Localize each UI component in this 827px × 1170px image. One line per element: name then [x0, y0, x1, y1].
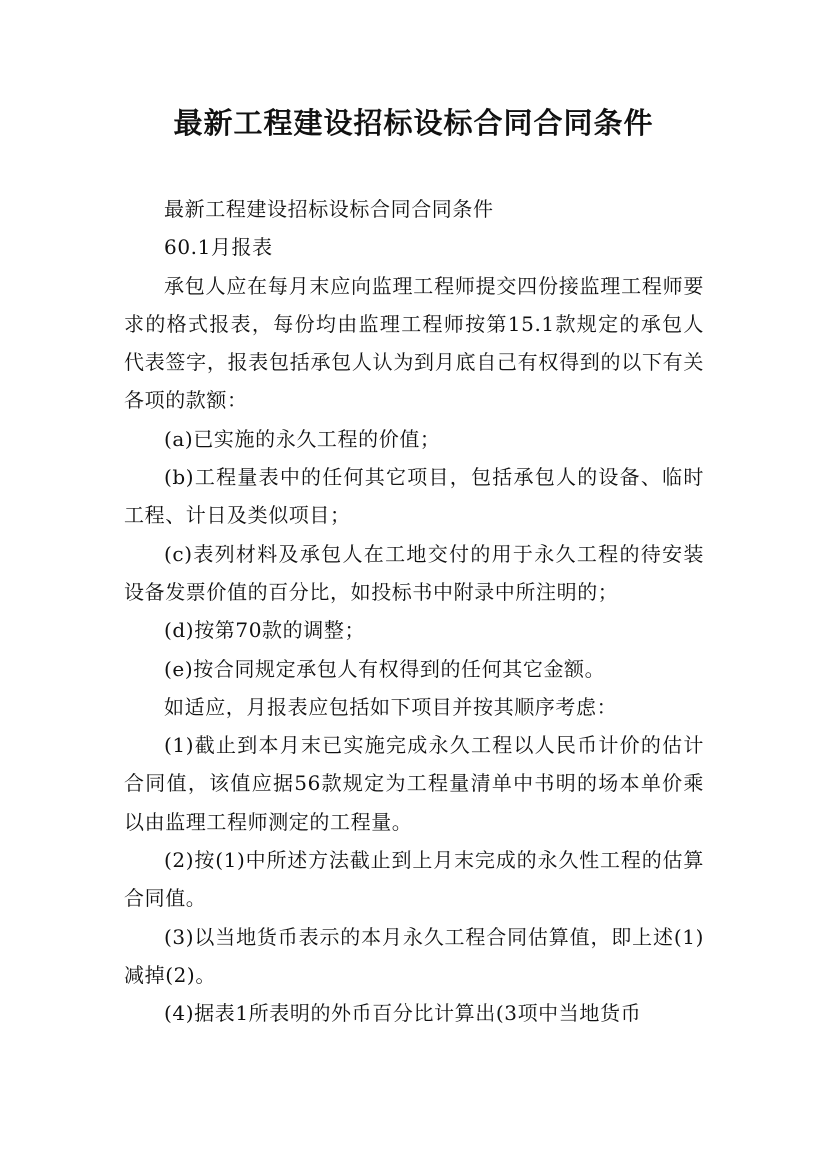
paragraph-item-c: (c)表列材料及承包人在工地交付的用于永久工程的待安装设备发票价值的百分比，如投标书中附录中所注明的；	[124, 541, 704, 604]
paragraph-item-e: (e)按合同规定承包人有权得到的任何其它金额。	[164, 656, 606, 681]
paragraph-item-b: (b)工程量表中的任何其它项目，包括承包人的设备、临时工程、计日及类似项目；	[124, 465, 704, 528]
paragraph-order-intro: 如适应，月报表应包括如下项目并按其顺序考虑：	[164, 694, 618, 719]
paragraph-item-2: (2)按(1)中所述方法截止到上月末完成的永久性工程的估算合同值。	[124, 848, 704, 911]
paragraph-contractor-statement: 承包人应在每月末应向监理工程师提交四份接监理工程师要求的格式报表，每份均由监理工程师按第15.1款规定的承包人代表签字，报表包括承包人认为到月底自己有权得到的以下有关各项的款额：	[124, 273, 704, 413]
document-title: 最新工程建设招标设标合同合同条件	[173, 106, 654, 140]
paragraph-heading-repeat: 最新工程建设招标设标合同合同条件	[164, 197, 494, 221]
paragraph-item-4: (4)据表1所表明的外币百分比计算出(3项中当地货币	[164, 1001, 642, 1026]
paragraph-item-a: (a)已实施的永久工程的价值；	[164, 426, 441, 451]
paragraph-item-1: (1)截止到本月末已实施完成永久工程以人民币计价的估计合同值，该值应据56款规定为工程量清单中书明的场本单价乘以由监理工程师测定的工程量。	[124, 733, 704, 834]
paragraph-item-3: (3)以当地货币表示的本月永久工程合同估算值，即上述(1)减掉(2)。	[124, 924, 704, 987]
document-body	[124, 190, 704, 1033]
paragraph-section-60-1: 60.1月报表	[164, 235, 273, 260]
paragraph-item-d: (d)按第70款的调整；	[164, 618, 366, 643]
